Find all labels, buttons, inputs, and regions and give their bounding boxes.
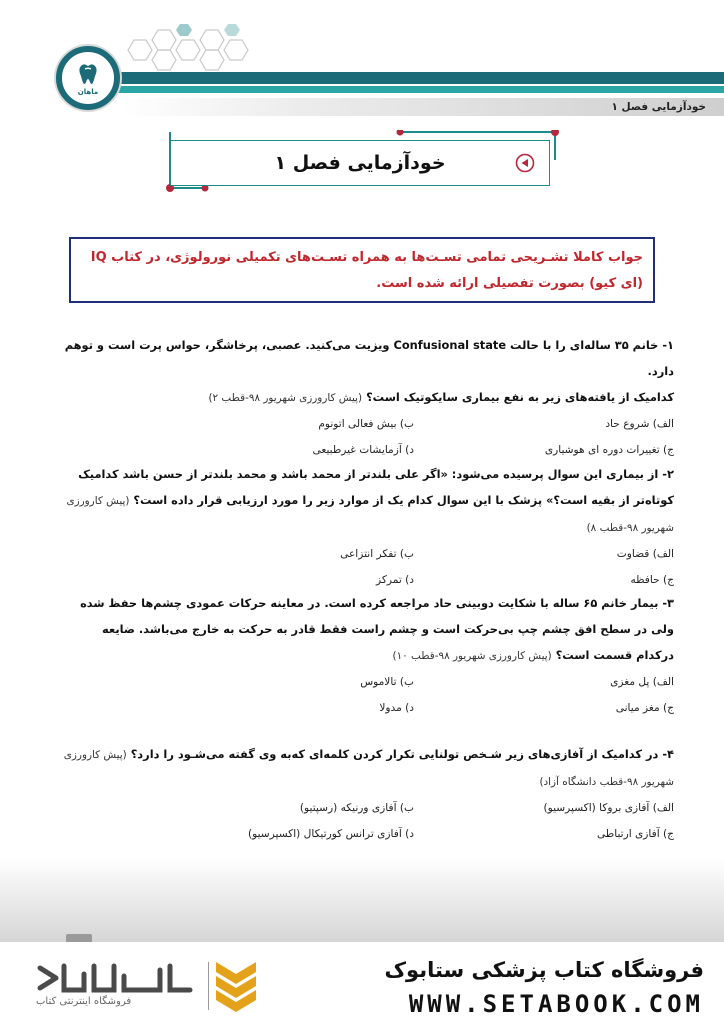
option-c[interactable]: ج) تغییرات دوره ای هوشیاری (544, 444, 674, 456)
play-circle-icon (515, 153, 535, 173)
option-b[interactable]: ب) بیش فعالی اتونوم (318, 418, 414, 430)
question-reference: (پیش کارورزی شهریور ۹۸-قطب دانشگاه آزاد) (63, 749, 674, 788)
question-2 (62, 461, 674, 593)
option-b[interactable]: ب) تفکر انتزاعی (340, 548, 414, 560)
question-stem (62, 590, 674, 669)
footer-banner (0, 942, 724, 1024)
option-a[interactable]: الف) شروع حاد (605, 418, 674, 430)
page-tab-mark (66, 934, 92, 942)
option-a[interactable]: الف) آفازی بروکا (اکسپرسیو) (543, 802, 674, 814)
option-a[interactable]: الف) قضاوت (616, 548, 674, 560)
chapter-title-box (170, 140, 550, 186)
option-d[interactable]: د) آزمایشات غیرطبیعی (312, 444, 414, 456)
question-4 (62, 741, 674, 847)
question-stem-text: ۲- از بیماری این سوال پرسیده می‌شود: «اگر علی بلندتر از محمد باشد و محمد بلندتر از حسن باشد کدامیک کوتاه‌تر از بقیه است؟» پزشک با این سوال کدام یک از موارد زیر را مورد ارزیابی قرار داده است؟ (78, 467, 674, 507)
question-reference: (پیش کارورزی شهریور ۹۸-قطب ۲) (208, 392, 363, 404)
question-stem-text: ۴- در کدامیک از آفازی‌های زیر شـخص تولنایی تکرار کردن کلمه‌ای که‌به وی گفته می‌شـود را دارد؟ (130, 747, 674, 761)
option-d[interactable]: د) مدولا (379, 702, 414, 714)
question-3 (62, 590, 674, 721)
footer-divider (208, 962, 209, 1010)
publisher-logo (56, 46, 120, 110)
store-url[interactable]: WWW.SETABOOK.COM (408, 990, 704, 1018)
option-d[interactable]: د) تمرکز (375, 574, 414, 586)
logo-name: ماهان (77, 87, 99, 96)
question-reference: (پیش کارورزی شهریور ۹۸-قطب ۱۰) (392, 650, 552, 662)
running-head: خودآزمایی فصل ۱ (120, 98, 724, 116)
option-b[interactable]: ب) آفازی ورنیکه (رسپتیو) (299, 802, 414, 814)
chapter-title: خودآزمایی فصل ۱ (274, 152, 446, 174)
options-list (62, 669, 674, 721)
question-stem (62, 741, 674, 795)
options-list (62, 795, 674, 847)
option-a[interactable]: الف) پل مغزی (610, 676, 674, 688)
question-1 (62, 332, 674, 463)
option-c[interactable]: ج) حافظه (630, 574, 674, 586)
question-stem (62, 461, 674, 541)
option-c[interactable]: ج) مغز میانی (615, 702, 674, 714)
question-sub-text: کدامیک از یافته‌های زیر به نفع بیماری سایکوتیک است؟ (366, 390, 674, 404)
option-c[interactable]: ج) آفازی ارتباطی (596, 828, 674, 840)
question-stem-text: ۱- خانم ۳۵ ساله‌ای را با حالت Confusional state ویزیت می‌کنید. عصبی، پرخاشگر، حواس پرت است و توهم دارد. (64, 338, 674, 378)
store-name: فروشگاه کتاب پزشکی ستابوک (384, 958, 704, 982)
question-reference: (پیش کارورزی شهریور ۹۸-قطب ۸) (66, 495, 674, 534)
question-stem-text: ۳- بیمار خانم ۶۵ ساله با شکایت دوبینی حاد مراجعه کرده است. در معاینه حرکات عمودی چشم‌ها حفظ شده ولی در سطح افق چشم چپ بی‌حرکت است و چشم راست فقط قادر به حرکت به خارج می‌باشد. ضایعه درکدام قسمت است؟ (80, 596, 674, 662)
question-stem (62, 332, 674, 411)
notice-box (69, 237, 655, 303)
page-bottom-fade (0, 858, 724, 942)
options-list (62, 541, 674, 593)
brand-tagline: فروشگاه اینترنتی کتاب (36, 996, 132, 1007)
header-band-teal (104, 86, 724, 93)
option-d[interactable]: د) آفازی ترانس کورتیکال (اکسپرسیو) (248, 828, 414, 840)
header-band-dark (90, 72, 724, 84)
options-list (62, 411, 674, 463)
notice-text: جواب کاملا تشـریحی تمامی تسـت‌ها به همراه تسـت‌های تکمیلی نورولوژی، در کتاب IQ (ای کیو) بصورت تفصیلی ارائه شده است. (90, 250, 643, 291)
option-b[interactable]: ب) تالاموس (360, 676, 414, 688)
tooth-icon (75, 61, 101, 87)
hexagon-pattern-decoration (118, 20, 258, 80)
